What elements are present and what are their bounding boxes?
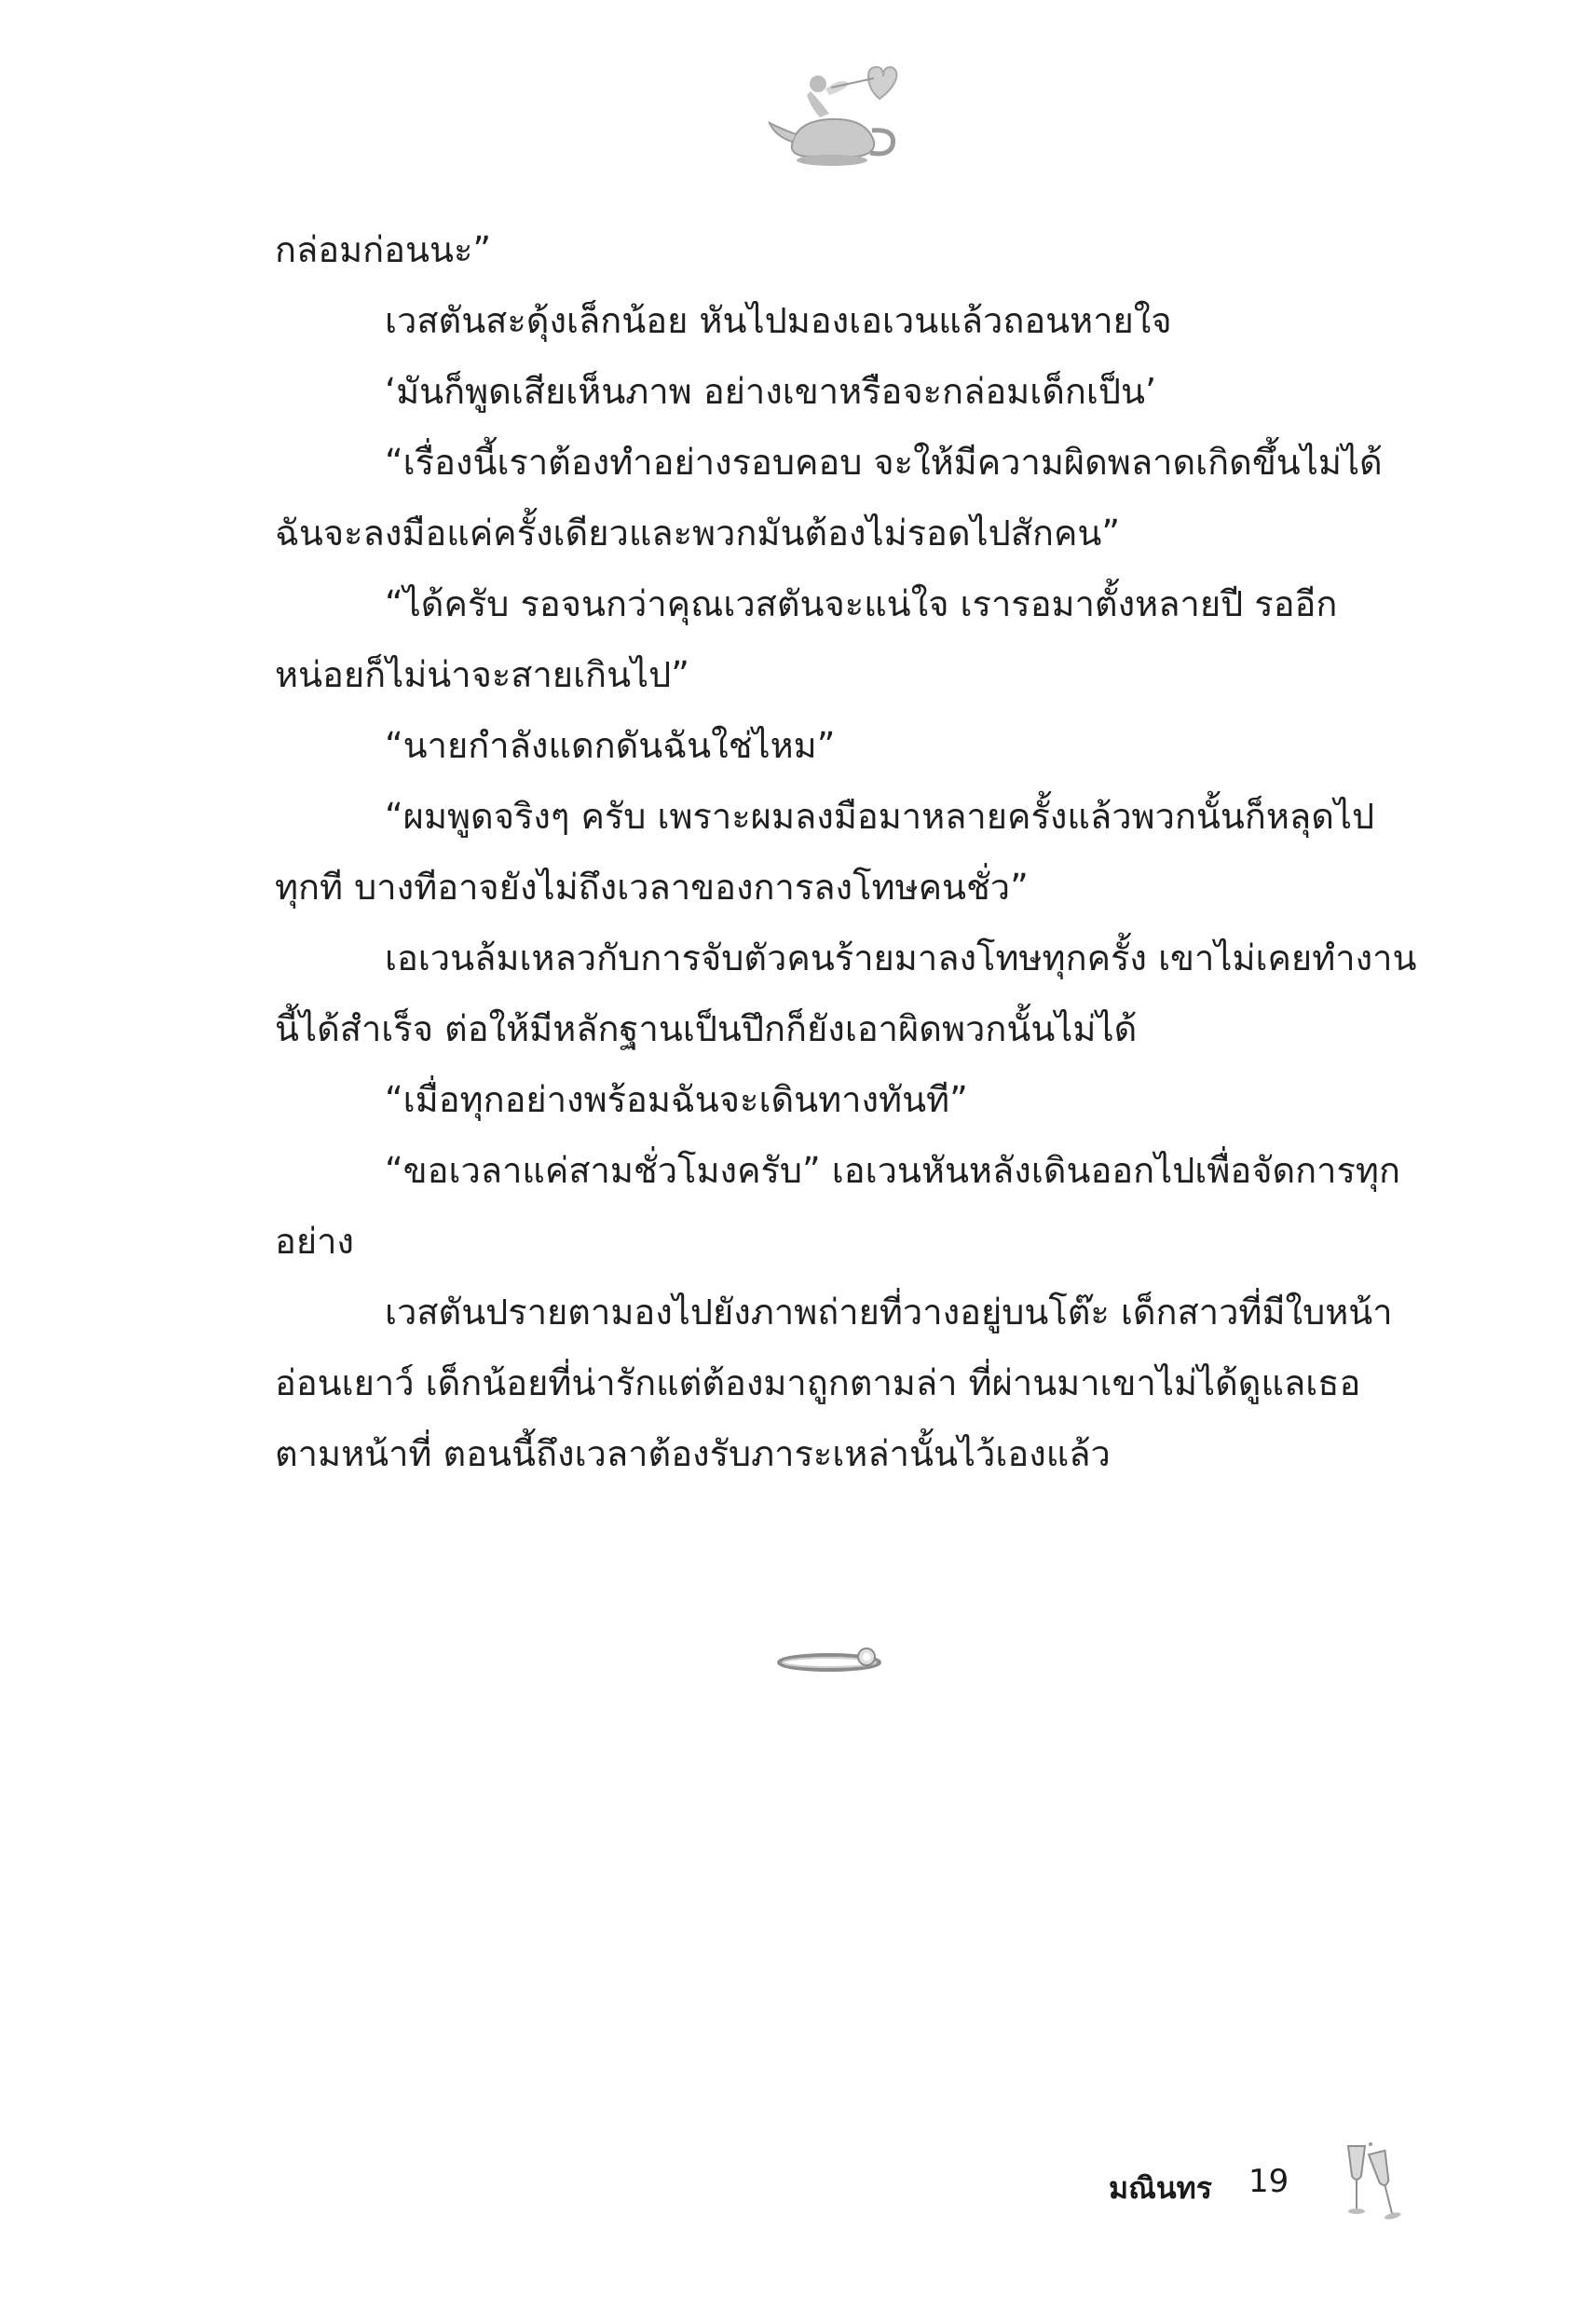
story-body <box>275 214 1425 1489</box>
paragraph: กล่อมก่อนนะ” <box>275 229 492 270</box>
page-number: 19 <box>1248 2163 1289 2200</box>
paragraph: “ผมพูดจริงๆ ครับ เพราะผมลงมือมาหลายครั้งแล้วพวกนั้นก็หลุดไปทุกที บางทีอาจยังไม่ถึงเวลาของการลงโทษคนชั่ว” <box>275 796 1375 908</box>
paragraph: “เมื่อทุกอย่างพร้อมฉันจะเดินทางทันที” <box>385 1079 968 1120</box>
paragraph: “เรื่องนี้เราต้องทำอย่างรอบคอบ จะให้มีความผิดพลาดเกิดขึ้นไม่ได้ ฉันจะลงมือแค่ครั้งเดียวและพวกมันต้องไม่รอดไปสักคน” <box>275 442 1383 554</box>
cupid-teapot-icon <box>764 56 904 172</box>
paragraph: เวสตันปรายตามองไปยังภาพถ่ายที่วางอยู่บนโต๊ะ เด็กสาวที่มีใบหน้าอ่อนเยาว์ เด็กน้อยที่น่ารักแต่ต้องมาถูกตามล่า ที่ผ่านมาเขาไม่ได้ดูแลเธอตามหน้าที่ ตอนนี้ถึงเวลาต้องรับภาระเหล่านั้นไว้เองแล้ว <box>275 1292 1393 1474</box>
champagne-glasses-icon <box>1337 2139 1412 2227</box>
page-footer <box>1109 2139 1463 2222</box>
paragraph: “ขอเวลาแค่สามชั่วโมงครับ” เอเวนหันหลังเดินออกไปเพื่อจัดการทุกอย่าง <box>275 1150 1400 1262</box>
paragraph: เอเวนล้มเหลวกับการจับตัวคนร้ายมาลงโทษทุกครั้ง เขาไม่เคยทำงานนี้ได้สำเร็จ ต่อให้มีหลักฐานเป็นปึกก็ยังเอาผิดพวกนั้นไม่ได้ <box>275 937 1417 1049</box>
paragraph: “ได้ครับ รอจนกว่าคุณเวสตันจะแน่ใจ เรารอมาตั้งหลายปี รออีกหน่อยก็ไม่น่าจะสายเกินไป” <box>275 583 1338 695</box>
book-title: มณินทร <box>1109 2170 1212 2206</box>
paragraph: “นายกำลังแดกดันฉันใช่ไหม” <box>385 725 836 766</box>
paragraph: ‘มันก็พูดเสียเห็นภาพ อย่างเขาหรือจะกล่อมเด็กเป็น’ <box>385 371 1157 412</box>
paragraph: เวสตันสะดุ้งเล็กน้อย หันไปมองเอเวนแล้วถอนหายใจ <box>385 300 1172 341</box>
ring-icon <box>773 1640 894 1677</box>
